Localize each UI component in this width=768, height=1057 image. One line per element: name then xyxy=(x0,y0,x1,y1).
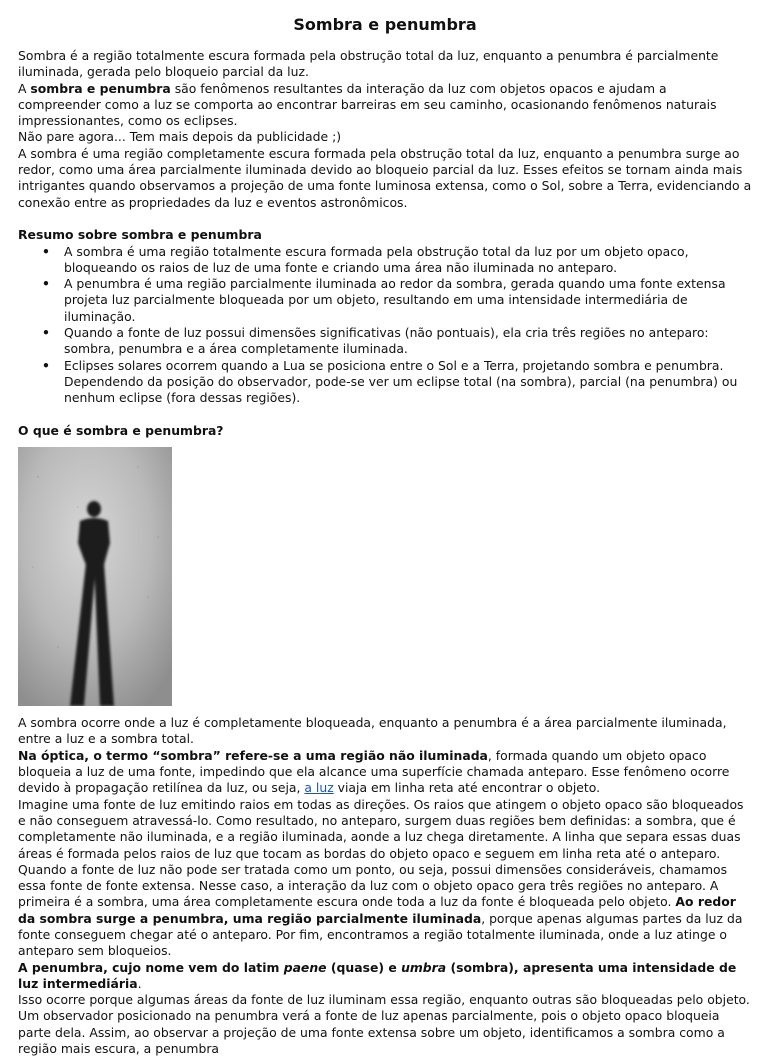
section-paragraph-4 xyxy=(18,960,752,993)
section-bold-text: Na óptica, o termo “sombra” refere-se a uma região não iluminada xyxy=(18,747,488,763)
page-title: Sombra e penumbra xyxy=(293,15,477,34)
section-text: , porque apenas algumas partes da luz da fonte conseguem chegar até o anteparo. Por fim, encontramos a região totalmente iluminada, onde a luz atinge o anteparo sem bloqueios. xyxy=(18,910,743,959)
section-text: Quando a fonte de luz não pode ser tratada como um ponto, ou seja, possui dimensões consideráveis, chamamos essa fonte de fonte extensa. Nesse caso, a interação da luz com o objeto opaco gera três regiões no anteparo. A primeira é a sombra, uma área completamente escura onde toda a luz da fonte é bloqueada pelo objeto. xyxy=(18,861,728,910)
section-bold-part: (quase) e xyxy=(326,959,402,975)
section-paragraph-3 xyxy=(18,862,752,960)
image-caption: A sombra ocorre onde a luz é completamente bloqueada, enquanto a penumbra é a área parcialmente iluminada, entre a luz e a sombra total. xyxy=(18,715,727,747)
intro-paragraph-2 xyxy=(18,81,752,130)
summary-item: • Eclipses solares ocorrem quando a Lua se posiciona entre o Sol e a Terra, projetando sombra e penumbra. Dependendo da posição do observador, pode-se ver um eclipse total (na sombra), parcial (na penumbra) ou nenhum eclipse (fora dessas regiões). xyxy=(64,358,752,407)
latin-word: paene xyxy=(283,959,327,975)
section-paragraph-2: Imagine uma fonte de luz emitindo raios em todas as direções. Os raios que atingem o objeto opaco são bloqueados e não conseguem atravessá-lo. Como resultado, no anteparo, surgem duas regiões bem definidas: a sombra, que é completamente não iluminada, e a região iluminada, aonde a luz chega diretamente. A linha que separa essas duas áreas é formada pelos raios de luz que tocam as bordas do objeto opaco e seguem em linha reta até o anteparo. xyxy=(18,796,744,861)
section-text: , formada quando um objeto opaco bloqueia a luz de uma fonte, impedindo que ela alcance uma superfície chamada anteparo. Esse fenômeno ocorre devido à propagação retilínea da luz, ou seja, xyxy=(18,747,730,796)
section-heading-text: O que é sombra e penumbra? xyxy=(18,422,224,438)
intro-text: A xyxy=(18,80,31,96)
section-text: viaja em linha reta até encontrar o objeto. xyxy=(333,780,601,796)
section-text: . xyxy=(137,975,142,991)
summary-item: • A penumbra é uma região parcialmente iluminada ao redor da sombra, gerada quando uma fonte extensa projeta luz parcialmente bloqueada por um objeto, resultando em uma intensidade intermediária de iluminação. xyxy=(64,276,752,325)
summary-item: • Quando a fonte de luz possui dimensões significativas (não pontuais), ela cria três regiões no anteparo: sombra, penumbra e a área completamente iluminada. xyxy=(64,325,752,358)
section-paragraph-1 xyxy=(18,748,752,797)
intro-paragraph-3: A sombra é uma região completamente escura formada pela obstrução total da luz, enquanto a penumbra surge ao redor, como uma área parcialmente iluminada devido ao bloqueio parcial da luz. Esses efeitos se tornam ainda mais intrigantes quando observamos a projeção de uma fonte luminosa extensa, como o Sol, sobre a Terra, evidenciando a conexão entre as propriedades da luz e eventos astronômicos. xyxy=(18,145,752,210)
section-heading xyxy=(18,423,752,439)
shadow-photo xyxy=(18,447,172,706)
spacer xyxy=(18,211,752,227)
summary-list xyxy=(18,244,752,407)
light-link[interactable]: a luz xyxy=(304,780,334,796)
spacer xyxy=(18,407,752,423)
latin-word: umbra xyxy=(401,959,447,975)
intro-paragraph-1: Sombra é a região totalmente escura formada pela obstrução total da luz, enquanto a penumbra é parcialmente iluminada, gerada pelo bloqueio parcial da luz. xyxy=(18,48,719,80)
section-bold-part: (sombra), apresenta uma intensidade de luz intermediária xyxy=(18,959,737,991)
section-bold-text: Ao redor da sombra surge a penumbra, uma região parcialmente iluminada xyxy=(18,894,736,926)
summary-heading-text: Resumo sobre sombra e penumbra xyxy=(18,227,262,243)
document-page xyxy=(18,14,752,1057)
section-bold-part: A penumbra, cujo nome vem do latim xyxy=(18,959,284,975)
section-paragraph-5: Isso ocorre porque algumas áreas da fonte de luz iluminam essa região, enquanto outras são bloqueadas pelo objeto. Um observador posicionado na penumbra verá a fonte de luz apenas parcialmente, pois o objeto opaco bloqueia parte dela. Assim, ao observar a projeção de uma fonte extensa sobre um objeto, identificamos a sombra como a região mais escura, a penumbra xyxy=(18,992,750,1057)
summary-heading xyxy=(18,227,752,243)
intro-text: são fenômenos resultantes da interação da luz com objetos opacos e ajudam a compreender como a luz se comporta ao encontrar barreiras em seu caminho, ocasionando fenômenos naturais impressionantes, como os eclipses. xyxy=(18,80,717,129)
section-bold-text xyxy=(18,960,736,991)
intro-bold-term: sombra e penumbra xyxy=(30,80,171,96)
summary-item: • A sombra é uma região totalmente escura formada pela obstrução total da luz por um objeto opaco, bloqueando os raios de luz de uma fonte e criando uma área não iluminada no anteparo. xyxy=(64,244,752,277)
ad-notice: Não pare agora... Tem mais depois da publicidade ;) xyxy=(18,129,342,145)
